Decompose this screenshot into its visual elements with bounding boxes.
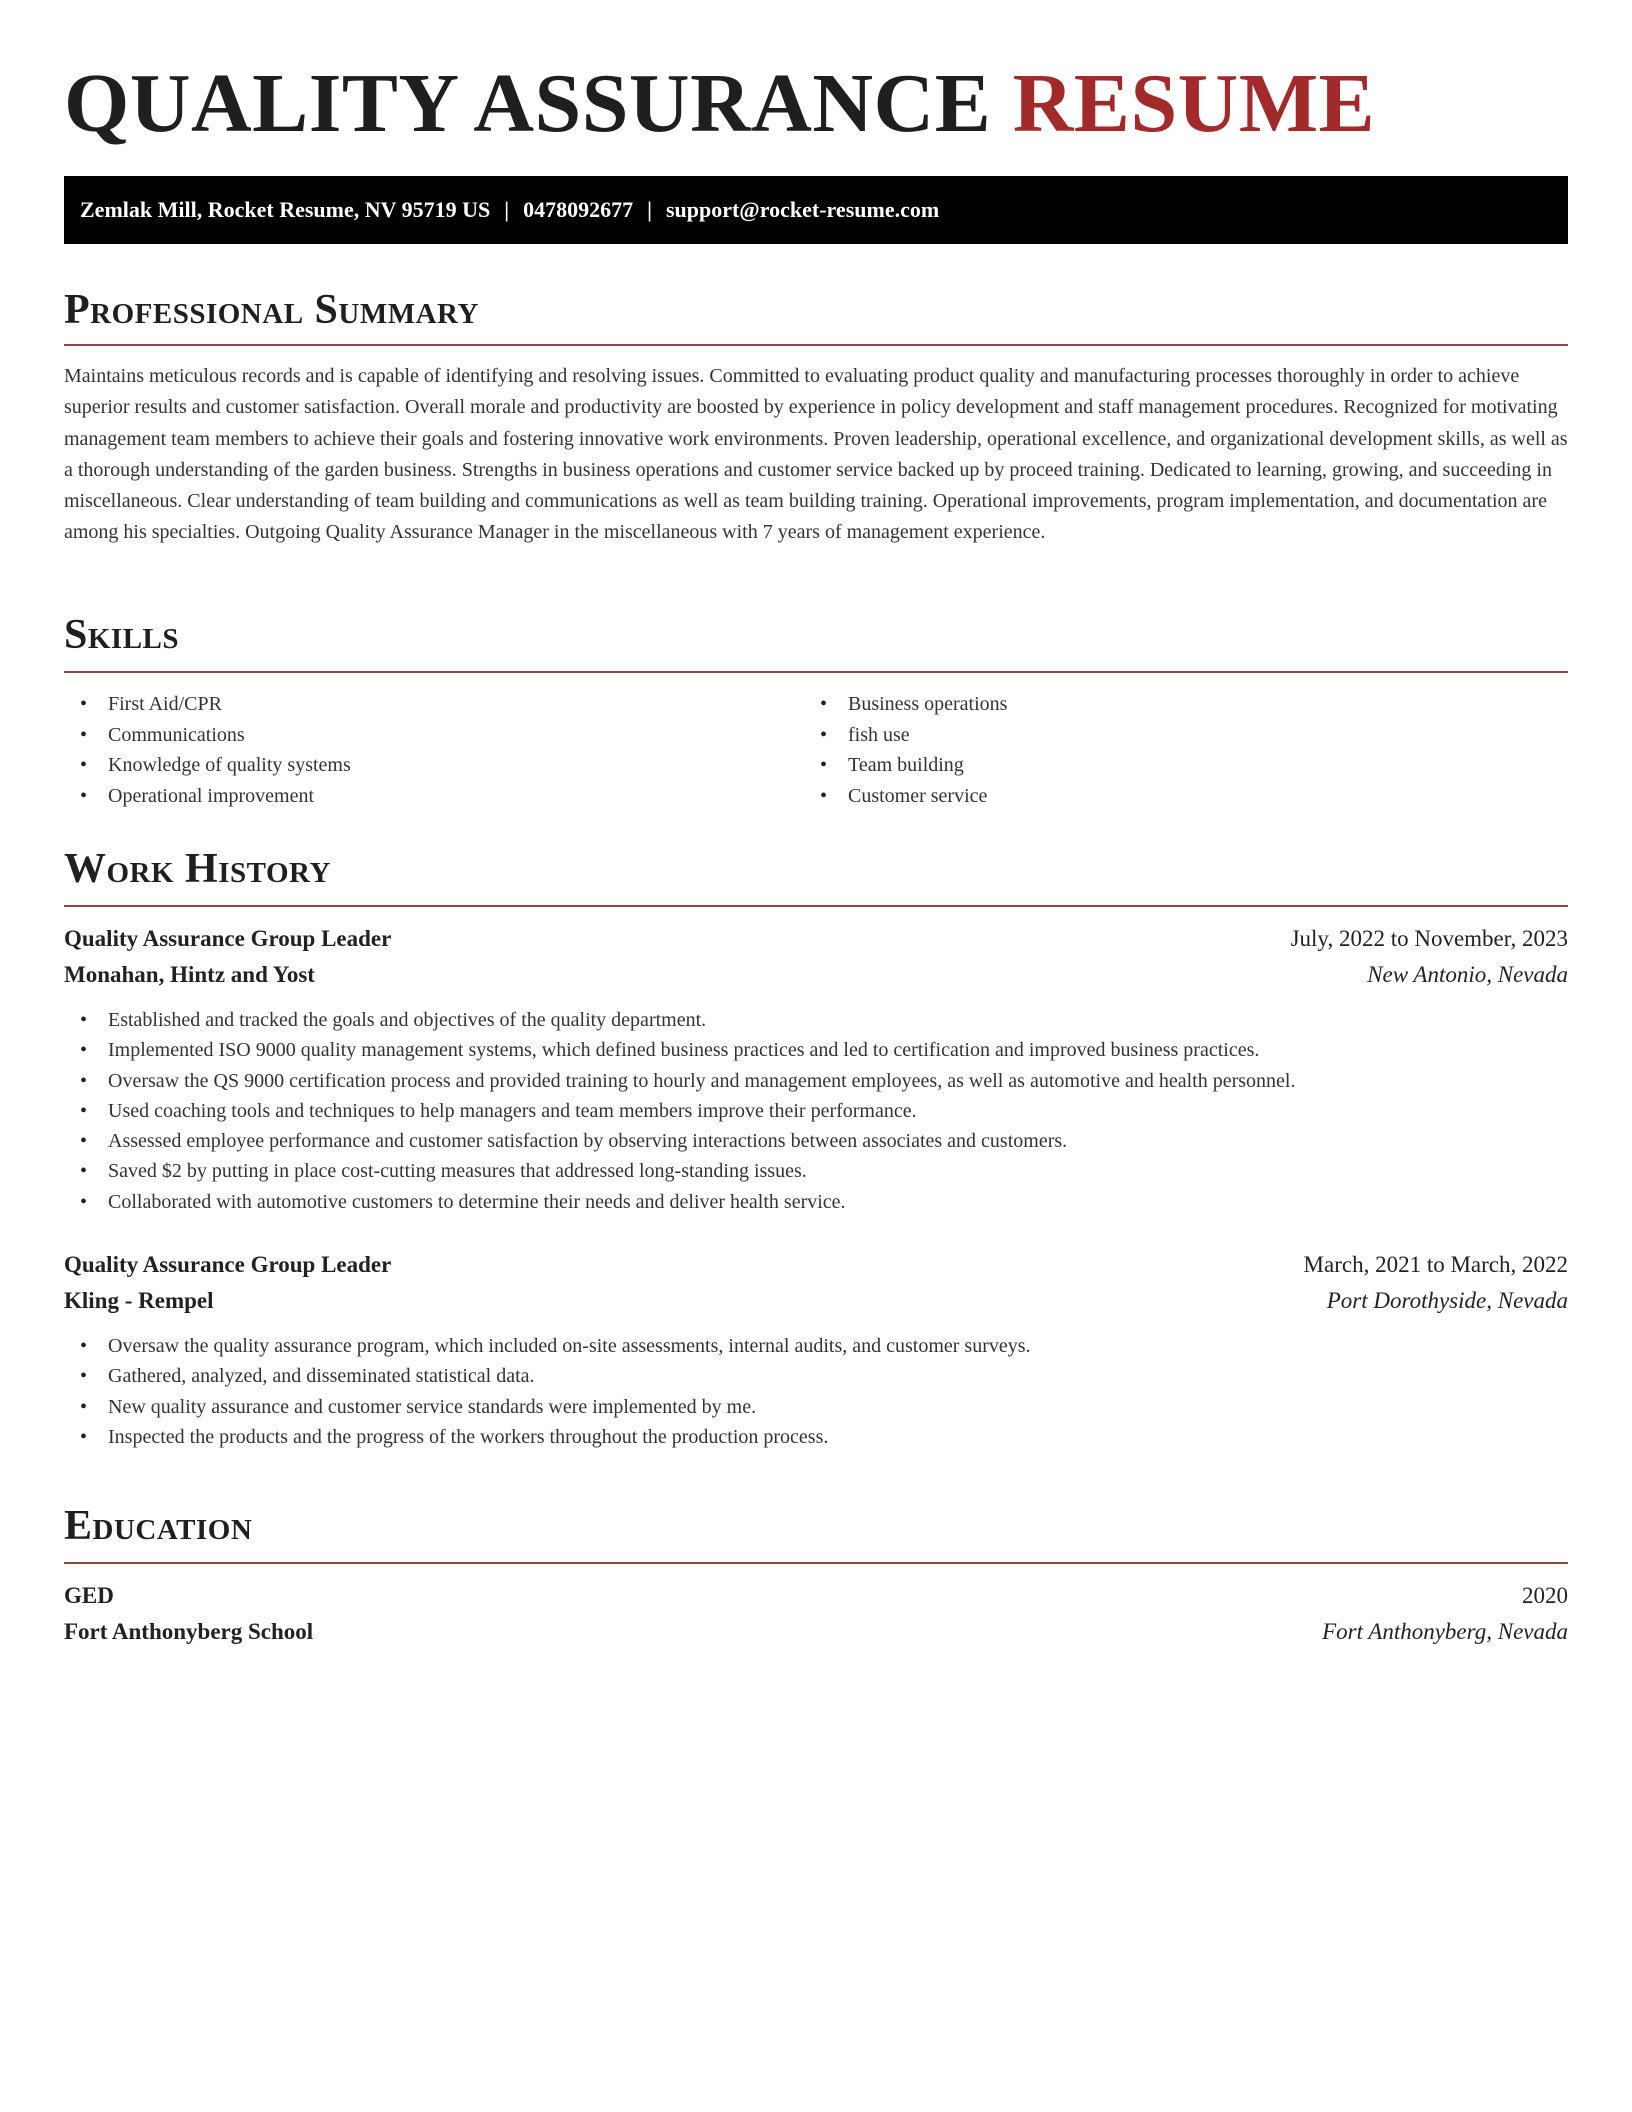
summary-text: Maintains meticulous records and is capable of identifying and resolving issues. Committed to evaluating product quality and manufacturing processes thoroughly in order to achieve superior results and customer satisfaction. Overall morale and productivity are boosted by experience in policy development and staff management procedures. Recognized for motivating management team members to achieve their goals and fostering innovative work environments. Proven leadership, operational excellence, and organizational development skills, as well as a thorough understanding of the garden business. Strengths in business operations and customer service backed up by proceed training. Dedicated to learning, growing, and succeeding in miscellaneous. Clear understanding of team building and communications as well as team building training. Operational improvements, program implementation, and documentation are among his specialties. Outgoing Quality Assurance Manager in the miscellaneous with 7 years of management experience.	[64, 365, 1568, 544]
duty-item: • Inspected the products and the progress of the workers throughout the production process.	[64, 1422, 1568, 1452]
job-location: Port Dorothyside, Nevada	[1326, 1288, 1568, 1314]
resume-page	[64, 0, 1568, 1644]
duty-item: • Assessed employee performance and customer satisfaction by observing interactions between associates and customers.	[64, 1126, 1568, 1156]
job-subheader	[64, 1283, 1568, 1319]
title-main: QUALITY ASSURANCE	[64, 57, 992, 150]
education-section	[64, 1498, 1568, 1650]
duty-item: • Oversaw the quality assurance program, which included on-site assessments, internal audits, and customer surveys.	[64, 1331, 1568, 1361]
contact-email[interactable]: support@rocket-resume.com	[665, 197, 940, 222]
education-subheader	[64, 1614, 1568, 1650]
skills-column-left	[64, 689, 804, 812]
skills-column-right	[804, 689, 1544, 812]
summary-section	[64, 282, 1568, 549]
job-dates: July, 2022 to November, 2023	[1290, 926, 1568, 951]
education-entry	[64, 1578, 1568, 1650]
work-section	[64, 841, 1568, 1452]
job-title: Quality Assurance Group Leader	[64, 1252, 392, 1278]
education-school: Fort Anthonyberg School	[64, 1619, 314, 1644]
skill-item: • Team building	[804, 750, 1544, 781]
section-divider	[64, 344, 1568, 346]
job-title: Quality Assurance Group Leader	[64, 926, 392, 951]
job-location: New Antonio, Nevada	[1367, 962, 1568, 987]
resume-title	[64, 0, 1568, 176]
section-divider	[64, 905, 1568, 907]
work-heading: Work History	[64, 846, 331, 892]
duty-item: • Implemented ISO 9000 quality management systems, which defined business practices and led to certification and improved business practices.	[64, 1035, 1568, 1065]
skill-item: • Customer service	[804, 781, 1544, 812]
job-duties	[64, 1331, 1568, 1452]
contact-address: Zemlak Mill, Rocket Resume, NV 95719 US	[80, 197, 491, 222]
skill-item: • fish use	[804, 720, 1544, 751]
job-company: Monahan, Hintz and Yost	[64, 962, 315, 987]
skill-item: • Communications	[64, 720, 804, 751]
skill-item: • Operational improvement	[64, 781, 804, 812]
job-duties	[64, 1005, 1568, 1217]
contact-bar	[64, 176, 1568, 244]
duty-item: • Gathered, analyzed, and disseminated statistical data.	[64, 1361, 1568, 1391]
contact-separator: |	[647, 197, 652, 222]
skill-item: • First Aid/CPR	[64, 689, 804, 720]
skill-item: • Knowledge of quality systems	[64, 750, 804, 781]
duty-item: • New quality assurance and customer service standards were implemented by me.	[64, 1392, 1568, 1422]
section-divider	[64, 1562, 1568, 1564]
education-location: Fort Anthonyberg, Nevada	[1322, 1619, 1568, 1644]
duty-item: • Collaborated with automotive customers to determine their needs and deliver health service.	[64, 1187, 1568, 1217]
job-entry	[64, 1247, 1568, 1452]
skills-heading: Skills	[64, 612, 180, 658]
education-year: 2020	[1522, 1583, 1568, 1608]
title-accent: RESUME	[1012, 57, 1376, 150]
contact-phone: 0478092677	[523, 197, 634, 222]
section-divider	[64, 671, 1568, 673]
job-subheader	[64, 957, 1568, 993]
job-entry	[64, 921, 1568, 1217]
job-dates: March, 2021 to March, 2022	[1303, 1252, 1568, 1278]
education-header	[64, 1578, 1568, 1614]
duty-item: • Established and tracked the goals and objectives of the quality department.	[64, 1005, 1568, 1035]
summary-heading: Professional Summary	[64, 287, 479, 333]
education-heading: Education	[64, 1503, 253, 1549]
duty-item: • Saved $2 by putting in place cost-cutting measures that addressed long-standing issues.	[64, 1156, 1568, 1186]
contact-separator: |	[504, 197, 510, 222]
job-header	[64, 1247, 1568, 1283]
duty-item: • Used coaching tools and techniques to help managers and team members improve their performance.	[64, 1096, 1568, 1126]
skills-section	[64, 607, 1568, 812]
job-header	[64, 921, 1568, 957]
skill-item: • Business operations	[804, 689, 1544, 720]
job-company: Kling - Rempel	[64, 1288, 214, 1314]
education-degree: GED	[64, 1583, 114, 1608]
duty-item: • Oversaw the QS 9000 certification process and provided training to hourly and management employees, as well as automotive and health personnel.	[64, 1066, 1568, 1096]
skills-list	[64, 689, 1568, 812]
